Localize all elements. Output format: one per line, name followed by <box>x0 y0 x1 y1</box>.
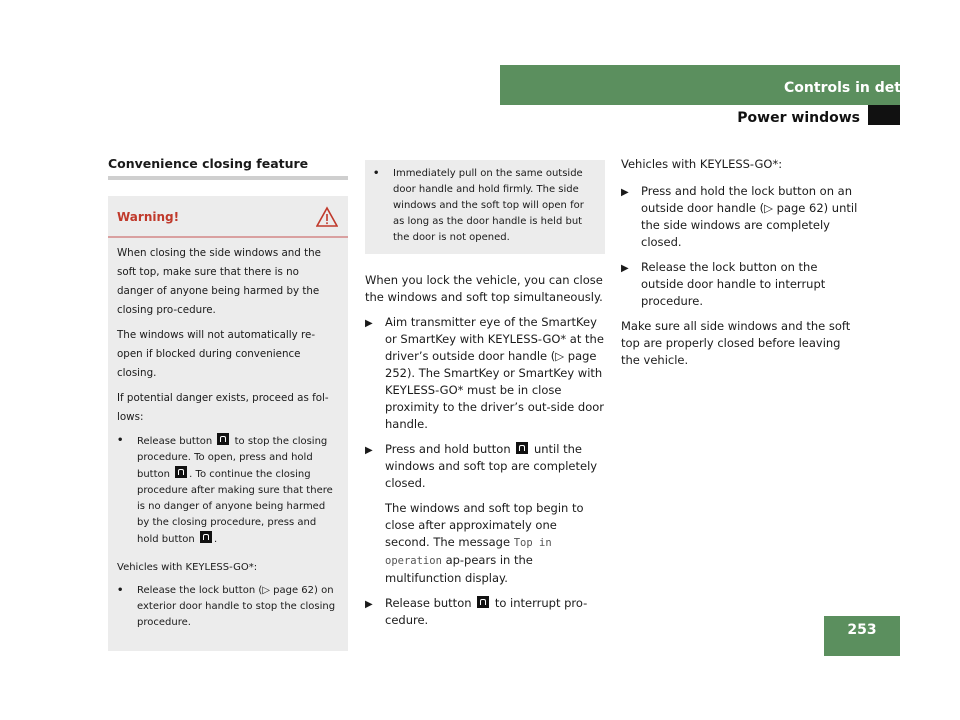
lock-icon <box>200 531 212 543</box>
step-item: ▶ Release button to interrupt pro-cedure. <box>365 596 588 627</box>
warning-header <box>108 196 348 238</box>
warning-box <box>108 196 348 651</box>
section-title: Power windows <box>737 110 860 126</box>
lock-icon <box>477 596 489 608</box>
step-arrow-icon: ▶ <box>365 318 373 329</box>
column-middle <box>365 160 605 637</box>
section-heading: Convenience closing feature <box>108 156 309 171</box>
warning-bullet: • Release the lock button (▷ page 62) on exterior door handle to stop the closing procedure. <box>117 585 336 628</box>
page-number: 253 <box>847 622 877 638</box>
warning-text: Vehicles with KEYLESS-GO*: <box>117 562 258 573</box>
unlock-icon <box>175 466 187 478</box>
note-bullet: • Immediately pull on the same outside door handle and hold firmly. The side windows and the soft top will open for as long as the door handle is held but the door is not opened. <box>373 168 584 243</box>
step-item: ▶ Aim transmitter eye of the SmartKey or SmartKey with KEYLESS-GO* at the driver’s outside door handle (▷ page 252). The SmartKey or SmartKey with KEYLESS-GO* must be in close proximity to the driver’s out-side door handle. <box>365 315 604 431</box>
warning-text: If potential danger exists, proceed as fol-lows: <box>117 392 329 423</box>
step-item: ▶ Press and hold the lock button on an outside door handle (▷ page 62) until the side windows are completely closed. <box>621 184 858 249</box>
column-right <box>621 156 861 377</box>
chapter-title: Controls in detail <box>784 80 920 96</box>
header-marker <box>868 105 900 125</box>
lock-icon <box>217 433 229 445</box>
warning-triangle-icon <box>316 206 338 228</box>
note-box <box>365 160 605 254</box>
display-message: Top in operation <box>385 537 552 567</box>
warning-text: The windows will not automatically re-open if blocked during convenience closing. <box>117 329 316 379</box>
intro-paragraph: When you lock the vehicle, you can close the windows and soft top simultaneously. <box>365 273 603 304</box>
warning-body <box>108 238 348 631</box>
closing-paragraph: Make sure all side windows and the soft top are properly closed before leaving the vehicle. <box>621 319 851 367</box>
step-arrow-icon: ▶ <box>365 445 373 456</box>
lock-icon <box>516 442 528 454</box>
column-left <box>108 156 348 651</box>
step-item: ▶ Release the lock button on the outside door handle to interrupt procedure. <box>621 260 826 308</box>
step-item: ▶ Press and hold button until the windows and soft top are completely closed. <box>365 442 598 490</box>
heading-rule <box>108 176 348 180</box>
step-arrow-icon: ▶ <box>365 599 373 610</box>
step-arrow-icon: ▶ <box>621 263 629 274</box>
warning-bullet: • Release button to stop the closing procedure. To open, press and hold button . To continue the closing procedure after making sure that there is no danger of anyone being harmed by the closing procedure, press and hold button . <box>117 435 333 545</box>
keyless-heading: Vehicles with KEYLESS-GO*: <box>621 157 783 171</box>
warning-title: Warning! <box>117 210 180 224</box>
warning-text: When closing the side windows and the soft top, make sure that there is no danger of anyone being harmed by the closing pro-cedure. <box>117 247 322 316</box>
step-note: The windows and soft top begin to close after approximately one second. The message Top in operation ap-pears in the multifunction display. <box>385 501 584 585</box>
step-arrow-icon: ▶ <box>621 187 629 198</box>
